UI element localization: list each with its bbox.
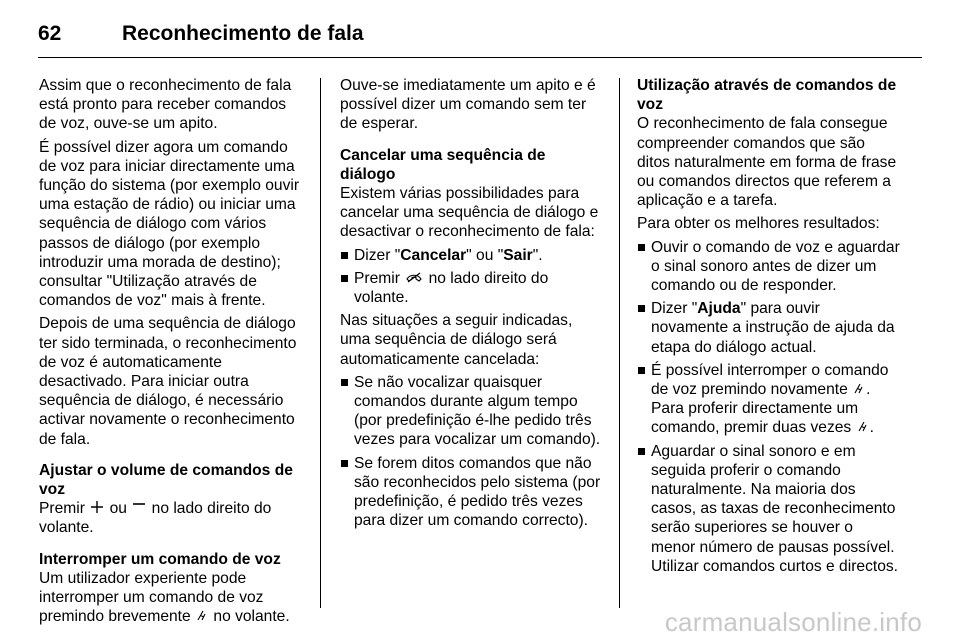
interrupt-instruction: Um utilizador experiente pode interromper um comando de voz premindo brevemente no volante. — [39, 569, 290, 626]
tips-list — [637, 238, 901, 576]
paragraph: Ouve-se imediatamente um apito e é possível dizer um comando sem ter de esperar. — [340, 77, 596, 133]
watermark: carmanualsonline.info — [664, 607, 922, 637]
voice-icon — [852, 380, 866, 399]
minus-icon — [131, 499, 147, 518]
paragraph: É possível dizer agora um comando de voz para iniciar directamente uma função do sistema (por exemplo ouvir uma estação de rádio) ou iniciar uma sequência de diálogo com vários passos de diálogo (por exemplo introduzir uma morada de destino); consultar "Utilização através de comandos de voz" mais à frente. — [39, 138, 300, 310]
list-item: É possível interromper o comando de voz premindo novamente . Para proferir directamente um comando, premir duas vezes . — [637, 361, 901, 438]
paragraph: Para obter os melhores resultados: — [637, 215, 880, 233]
paragraph: Assim que o reconhecimento de fala está pronto para receber comandos de voz, ouve-se um apito. — [39, 77, 292, 133]
paragraph: O reconhecimento de fala consegue compreender comandos que são ditos naturalmente em forma de frase ou comandos directos que referem a aplicação e a tarefa. — [637, 115, 897, 210]
voice-icon — [195, 607, 209, 626]
list-item: Premir no lado direito do volante. — [340, 269, 604, 307]
auto-cancel-list — [340, 373, 604, 531]
column-divider-1 — [320, 78, 321, 608]
volume-instruction: Premir ou no lado direito do volante. — [39, 500, 272, 537]
paragraph: Depois de uma sequência de diálogo ter sido terminada, o reconhecimento de voz é automaticamente desactivado. Para iniciar outra sequência de diálogo, é necessário activar novamente o reconhecimento de fala. — [39, 315, 297, 448]
column-1 — [39, 76, 305, 630]
paragraph: Existem várias possibilidades para cancelar uma sequência de diálogo e desactivar o reconhecimento de fala: — [340, 185, 599, 241]
section-heading-cancel: Cancelar uma sequência de diálogo — [340, 146, 546, 183]
section-heading-interrupt: Interromper um comando de voz — [39, 550, 281, 568]
list-item: Se não vocalizar quaisquer comandos durante algum tempo (por predefinição é-lhe pedido três vezes para vocalizar um comando). — [340, 373, 604, 450]
end-call-icon — [404, 269, 424, 288]
column-2 — [340, 76, 604, 534]
section-heading-usage: Utilização através de comandos de voz — [637, 77, 897, 114]
plus-icon — [89, 499, 105, 518]
header-rule — [38, 57, 922, 58]
list-item: Dizer "Ajuda" para ouvir novamente a instrução de ajuda da etapa do diálogo actual. — [637, 299, 901, 357]
page-header — [38, 14, 364, 54]
paragraph: Nas situações a seguir indicadas, uma sequência de diálogo será automaticamente cancelada: — [340, 312, 573, 368]
list-item: Ouvir o comando de voz e aguardar o sinal sonoro antes de dizer um comando ou de responder. — [637, 238, 901, 296]
cancel-options-list — [340, 246, 604, 308]
list-item: Se forem ditos comandos que não são reconhecidos pelo sistema (por predefinição, é pedido três vezes para dizer um comando correcto). — [340, 454, 604, 531]
voice-icon — [856, 418, 870, 437]
column-divider-2 — [619, 78, 620, 608]
page-number: 62 — [38, 22, 62, 45]
page-title: Reconhecimento de fala — [122, 22, 364, 45]
list-item: Dizer "Cancelar" ou "Sair". — [340, 246, 604, 265]
list-item: Aguardar o sinal sonoro e em seguida proferir o comando naturalmente. Na maioria dos casos, as taxas de reconhecimento serão superiores se houver o menor número de pausas possível. Utilizar comandos curtos e directos. — [637, 442, 901, 576]
section-heading-volume: Ajustar o volume de comandos de voz — [39, 461, 293, 499]
column-3 — [637, 76, 901, 580]
